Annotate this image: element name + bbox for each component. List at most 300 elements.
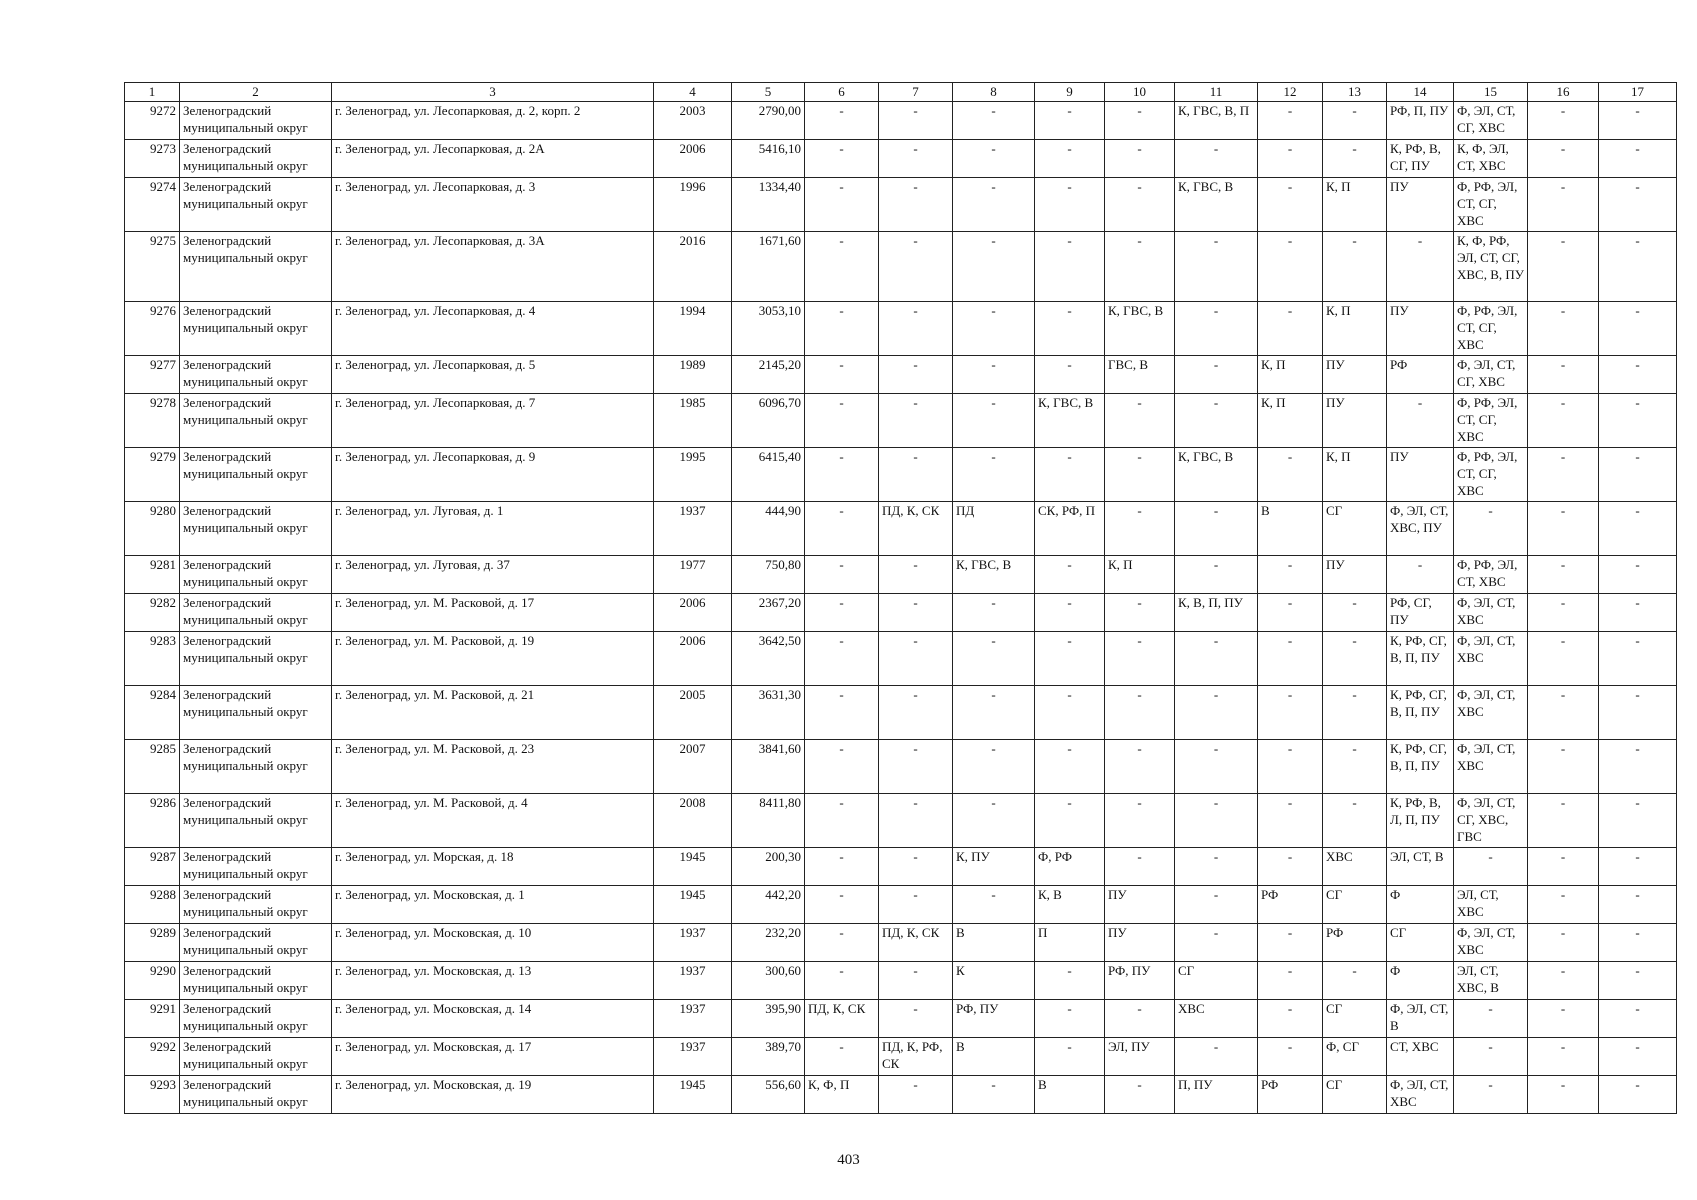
cell-col-17: - (1599, 502, 1677, 556)
cell-col-14: К, РФ, В, СГ, ПУ (1387, 140, 1454, 178)
cell-col-12: - (1258, 962, 1323, 1000)
cell-col-2: Зеленоградский муниципальный округ (180, 686, 332, 740)
cell-col-3: г. Зеленоград, ул. Лесопарковая, д. 3 (332, 178, 654, 232)
cell-col-3: г. Зеленоград, ул. М. Расковой, д. 19 (332, 632, 654, 686)
cell-col-14: К, РФ, В, Л, П, ПУ (1387, 794, 1454, 848)
cell-col-8: РФ, ПУ (953, 1000, 1035, 1038)
cell-col-9: - (1035, 356, 1105, 394)
cell-col-4: 1945 (654, 848, 732, 886)
cell-col-15: Ф, ЭЛ, СТ, ХВС (1454, 594, 1528, 632)
cell-col-8: - (953, 356, 1035, 394)
cell-col-2: Зеленоградский муниципальный округ (180, 232, 332, 302)
cell-col-7: - (879, 794, 953, 848)
table-row (125, 594, 1677, 632)
table-row (125, 632, 1677, 686)
cell-col-7: - (879, 686, 953, 740)
cell-col-8: - (953, 394, 1035, 448)
cell-col-17: - (1599, 448, 1677, 502)
cell-col-1: 9285 (125, 740, 180, 794)
cell-col-11: - (1175, 502, 1258, 556)
cell-col-3: г. Зеленоград, ул. Московская, д. 17 (332, 1038, 654, 1076)
cell-col-3: г. Зеленоград, ул. Московская, д. 10 (332, 924, 654, 962)
column-header-12: 12 (1258, 83, 1323, 102)
column-header-13: 13 (1323, 83, 1387, 102)
cell-col-7: - (879, 1000, 953, 1038)
cell-col-8: - (953, 448, 1035, 502)
cell-col-2: Зеленоградский муниципальный округ (180, 848, 332, 886)
cell-col-10: РФ, ПУ (1105, 962, 1175, 1000)
cell-col-2: Зеленоградский муниципальный округ (180, 140, 332, 178)
cell-col-1: 9282 (125, 594, 180, 632)
cell-col-10: - (1105, 1076, 1175, 1114)
cell-col-4: 1945 (654, 886, 732, 924)
cell-col-2: Зеленоградский муниципальный округ (180, 178, 332, 232)
cell-col-15: Ф, ЭЛ, СТ, СГ, ХВС (1454, 356, 1528, 394)
cell-col-3: г. Зеленоград, ул. Лесопарковая, д. 9 (332, 448, 654, 502)
cell-col-6: - (805, 686, 879, 740)
table-row (125, 886, 1677, 924)
cell-col-11: К, ГВС, В, П (1175, 102, 1258, 140)
cell-col-15: Ф, ЭЛ, СТ, СГ, ХВС (1454, 102, 1528, 140)
cell-col-13: СГ (1323, 502, 1387, 556)
cell-col-4: 1995 (654, 448, 732, 502)
cell-col-7: - (879, 594, 953, 632)
cell-col-3: г. Зеленоград, ул. Московская, д. 1 (332, 886, 654, 924)
cell-col-5: 300,60 (732, 962, 805, 1000)
cell-col-9: - (1035, 178, 1105, 232)
cell-col-4: 1937 (654, 1000, 732, 1038)
cell-col-9: П (1035, 924, 1105, 962)
cell-col-4: 2003 (654, 102, 732, 140)
cell-col-10: - (1105, 448, 1175, 502)
cell-col-5: 2790,00 (732, 102, 805, 140)
cell-col-15: ЭЛ, СТ, ХВС, В (1454, 962, 1528, 1000)
cell-col-13: - (1323, 140, 1387, 178)
cell-col-3: г. Зеленоград, ул. М. Расковой, д. 4 (332, 794, 654, 848)
cell-col-13: Ф, СГ (1323, 1038, 1387, 1076)
column-header-4: 4 (654, 83, 732, 102)
cell-col-8: К, ГВС, В (953, 556, 1035, 594)
cell-col-4: 1937 (654, 924, 732, 962)
cell-col-2: Зеленоградский муниципальный округ (180, 502, 332, 556)
cell-col-13: ПУ (1323, 556, 1387, 594)
cell-col-17: - (1599, 1000, 1677, 1038)
cell-col-11: - (1175, 632, 1258, 686)
table-row (125, 794, 1677, 848)
cell-col-7: - (879, 886, 953, 924)
cell-col-1: 9287 (125, 848, 180, 886)
cell-col-11: - (1175, 556, 1258, 594)
cell-col-11: - (1175, 302, 1258, 356)
cell-col-14: СТ, ХВС (1387, 1038, 1454, 1076)
cell-col-3: г. Зеленоград, ул. М. Расковой, д. 21 (332, 686, 654, 740)
cell-col-3: г. Зеленоград, ул. М. Расковой, д. 17 (332, 594, 654, 632)
cell-col-12: - (1258, 556, 1323, 594)
cell-col-2: Зеленоградский муниципальный округ (180, 886, 332, 924)
cell-col-9: - (1035, 556, 1105, 594)
cell-col-15: Ф, ЭЛ, СТ, ХВС (1454, 924, 1528, 962)
cell-col-1: 9279 (125, 448, 180, 502)
cell-col-6: - (805, 394, 879, 448)
cell-col-12: - (1258, 302, 1323, 356)
cell-col-6: - (805, 848, 879, 886)
cell-col-14: - (1387, 394, 1454, 448)
cell-col-13: К, П (1323, 178, 1387, 232)
cell-col-13: - (1323, 232, 1387, 302)
cell-col-4: 1937 (654, 1038, 732, 1076)
column-header-11: 11 (1175, 83, 1258, 102)
cell-col-15: - (1454, 1000, 1528, 1038)
column-header-3: 3 (332, 83, 654, 102)
cell-col-10: - (1105, 502, 1175, 556)
cell-col-12: - (1258, 178, 1323, 232)
cell-col-13: СГ (1323, 886, 1387, 924)
cell-col-16: - (1528, 686, 1599, 740)
cell-col-8: К (953, 962, 1035, 1000)
cell-col-7: ПД, К, СК (879, 502, 953, 556)
cell-col-1: 9290 (125, 962, 180, 1000)
column-header-2: 2 (180, 83, 332, 102)
cell-col-5: 6096,70 (732, 394, 805, 448)
cell-col-9: - (1035, 232, 1105, 302)
cell-col-10: К, П (1105, 556, 1175, 594)
cell-col-9: Ф, РФ (1035, 848, 1105, 886)
cell-col-16: - (1528, 594, 1599, 632)
cell-col-3: г. Зеленоград, ул. Лесопарковая, д. 4 (332, 302, 654, 356)
cell-col-5: 444,90 (732, 502, 805, 556)
cell-col-4: 1937 (654, 502, 732, 556)
cell-col-7: - (879, 848, 953, 886)
column-header-14: 14 (1387, 83, 1454, 102)
cell-col-11: - (1175, 886, 1258, 924)
cell-col-15: Ф, РФ, ЭЛ, СТ, СГ, ХВС (1454, 178, 1528, 232)
cell-col-2: Зеленоградский муниципальный округ (180, 356, 332, 394)
cell-col-11: - (1175, 356, 1258, 394)
cell-col-17: - (1599, 962, 1677, 1000)
cell-col-10: - (1105, 632, 1175, 686)
table-row (125, 140, 1677, 178)
column-header-7: 7 (879, 83, 953, 102)
cell-col-3: г. Зеленоград, ул. Лесопарковая, д. 5 (332, 356, 654, 394)
cell-col-17: - (1599, 302, 1677, 356)
cell-col-11: - (1175, 140, 1258, 178)
cell-col-9: - (1035, 632, 1105, 686)
cell-col-1: 9292 (125, 1038, 180, 1076)
cell-col-1: 9283 (125, 632, 180, 686)
cell-col-16: - (1528, 924, 1599, 962)
cell-col-8: - (953, 686, 1035, 740)
cell-col-5: 750,80 (732, 556, 805, 594)
cell-col-17: - (1599, 594, 1677, 632)
table-row (125, 502, 1677, 556)
cell-col-11: К, В, П, ПУ (1175, 594, 1258, 632)
cell-col-14: ПУ (1387, 178, 1454, 232)
cell-col-14: - (1387, 232, 1454, 302)
cell-col-10: - (1105, 394, 1175, 448)
cell-col-17: - (1599, 394, 1677, 448)
cell-col-1: 9289 (125, 924, 180, 962)
cell-col-11: К, ГВС, В (1175, 448, 1258, 502)
table-row (125, 232, 1677, 302)
cell-col-15: - (1454, 1076, 1528, 1114)
cell-col-15: ЭЛ, СТ, ХВС (1454, 886, 1528, 924)
cell-col-4: 2016 (654, 232, 732, 302)
cell-col-4: 2006 (654, 140, 732, 178)
cell-col-14: К, РФ, СГ, В, П, ПУ (1387, 686, 1454, 740)
table-row (125, 178, 1677, 232)
cell-col-14: РФ, П, ПУ (1387, 102, 1454, 140)
cell-col-8: - (953, 140, 1035, 178)
cell-col-17: - (1599, 1038, 1677, 1076)
cell-col-11: - (1175, 794, 1258, 848)
table-row (125, 1000, 1677, 1038)
cell-col-14: Ф (1387, 886, 1454, 924)
cell-col-5: 442,20 (732, 886, 805, 924)
cell-col-15: Ф, ЭЛ, СТ, ХВС (1454, 740, 1528, 794)
cell-col-5: 1671,60 (732, 232, 805, 302)
cell-col-1: 9276 (125, 302, 180, 356)
cell-col-8: - (953, 232, 1035, 302)
cell-col-10: - (1105, 594, 1175, 632)
cell-col-11: - (1175, 394, 1258, 448)
table-row (125, 962, 1677, 1000)
cell-col-1: 9284 (125, 686, 180, 740)
cell-col-14: К, РФ, СГ, В, П, ПУ (1387, 740, 1454, 794)
cell-col-3: г. Зеленоград, ул. Луговая, д. 1 (332, 502, 654, 556)
cell-col-10: - (1105, 232, 1175, 302)
cell-col-16: - (1528, 140, 1599, 178)
cell-col-7: - (879, 356, 953, 394)
cell-col-10: - (1105, 1000, 1175, 1038)
cell-col-10: - (1105, 140, 1175, 178)
cell-col-8: В (953, 1038, 1035, 1076)
cell-col-10: - (1105, 740, 1175, 794)
cell-col-10: - (1105, 848, 1175, 886)
cell-col-1: 9291 (125, 1000, 180, 1038)
cell-col-13: - (1323, 686, 1387, 740)
cell-col-17: - (1599, 102, 1677, 140)
table-body (125, 102, 1677, 1114)
cell-col-1: 9288 (125, 886, 180, 924)
table-row (125, 924, 1677, 962)
column-header-10: 10 (1105, 83, 1175, 102)
cell-col-14: ПУ (1387, 448, 1454, 502)
cell-col-5: 3631,30 (732, 686, 805, 740)
cell-col-14: - (1387, 556, 1454, 594)
cell-col-10: - (1105, 686, 1175, 740)
cell-col-8: - (953, 102, 1035, 140)
cell-col-12: - (1258, 594, 1323, 632)
cell-col-12: - (1258, 848, 1323, 886)
cell-col-3: г. Зеленоград, ул. Лесопарковая, д. 2, корп. 2 (332, 102, 654, 140)
cell-col-12: - (1258, 1000, 1323, 1038)
page-number: 403 (837, 1152, 860, 1168)
cell-col-3: г. Зеленоград, ул. Лесопарковая, д. 7 (332, 394, 654, 448)
cell-col-12: - (1258, 686, 1323, 740)
cell-col-13: - (1323, 594, 1387, 632)
cell-col-12: К, П (1258, 394, 1323, 448)
cell-col-3: г. Зеленоград, ул. Лесопарковая, д. 3А (332, 232, 654, 302)
cell-col-12: К, П (1258, 356, 1323, 394)
cell-col-9: - (1035, 1038, 1105, 1076)
cell-col-3: г. Зеленоград, ул. Московская, д. 13 (332, 962, 654, 1000)
cell-col-13: - (1323, 740, 1387, 794)
cell-col-8: - (953, 632, 1035, 686)
cell-col-17: - (1599, 794, 1677, 848)
cell-col-12: - (1258, 794, 1323, 848)
cell-col-5: 389,70 (732, 1038, 805, 1076)
cell-col-2: Зеленоградский муниципальный округ (180, 594, 332, 632)
cell-col-16: - (1528, 740, 1599, 794)
cell-col-16: - (1528, 632, 1599, 686)
cell-col-4: 1996 (654, 178, 732, 232)
cell-col-1: 9293 (125, 1076, 180, 1114)
cell-col-5: 395,90 (732, 1000, 805, 1038)
cell-col-9: - (1035, 102, 1105, 140)
cell-col-6: - (805, 594, 879, 632)
table-row (125, 102, 1677, 140)
cell-col-5: 3642,50 (732, 632, 805, 686)
cell-col-6: К, Ф, П (805, 1076, 879, 1114)
cell-col-4: 1937 (654, 962, 732, 1000)
cell-col-6: - (805, 102, 879, 140)
cell-col-17: - (1599, 140, 1677, 178)
cell-col-9: - (1035, 686, 1105, 740)
column-header-16: 16 (1528, 83, 1599, 102)
cell-col-10: ПУ (1105, 924, 1175, 962)
building-registry-table (124, 82, 1677, 1114)
cell-col-12: - (1258, 448, 1323, 502)
cell-col-1: 9280 (125, 502, 180, 556)
cell-col-17: - (1599, 848, 1677, 886)
cell-col-9: - (1035, 1000, 1105, 1038)
cell-col-16: - (1528, 1000, 1599, 1038)
cell-col-2: Зеленоградский муниципальный округ (180, 1000, 332, 1038)
cell-col-4: 2007 (654, 740, 732, 794)
cell-col-14: Ф (1387, 962, 1454, 1000)
cell-col-17: - (1599, 924, 1677, 962)
column-header-9: 9 (1035, 83, 1105, 102)
cell-col-11: СГ (1175, 962, 1258, 1000)
cell-col-4: 1945 (654, 1076, 732, 1114)
cell-col-15: Ф, РФ, ЭЛ, СТ, СГ, ХВС (1454, 448, 1528, 502)
cell-col-13: ХВС (1323, 848, 1387, 886)
cell-col-14: Ф, ЭЛ, СТ, В (1387, 1000, 1454, 1038)
cell-col-4: 2008 (654, 794, 732, 848)
cell-col-12: РФ (1258, 1076, 1323, 1114)
cell-col-6: - (805, 556, 879, 594)
cell-col-17: - (1599, 686, 1677, 740)
cell-col-16: - (1528, 962, 1599, 1000)
cell-col-16: - (1528, 448, 1599, 502)
cell-col-3: г. Зеленоград, ул. Лесопарковая, д. 2А (332, 140, 654, 178)
cell-col-11: - (1175, 848, 1258, 886)
cell-col-16: - (1528, 886, 1599, 924)
cell-col-8: - (953, 886, 1035, 924)
cell-col-6: - (805, 1038, 879, 1076)
cell-col-7: - (879, 448, 953, 502)
cell-col-15: Ф, РФ, ЭЛ, СТ, СГ, ХВС (1454, 302, 1528, 356)
cell-col-11: - (1175, 1038, 1258, 1076)
cell-col-15: - (1454, 848, 1528, 886)
cell-col-8: - (953, 594, 1035, 632)
cell-col-6: - (805, 448, 879, 502)
cell-col-6: ПД, К, СК (805, 1000, 879, 1038)
cell-col-13: ПУ (1323, 356, 1387, 394)
cell-col-7: ПД, К, СК (879, 924, 953, 962)
column-header-17: 17 (1599, 83, 1677, 102)
column-header-15: 15 (1454, 83, 1528, 102)
cell-col-6: - (805, 924, 879, 962)
cell-col-15: Ф, ЭЛ, СТ, ХВС (1454, 686, 1528, 740)
cell-col-17: - (1599, 886, 1677, 924)
cell-col-7: - (879, 962, 953, 1000)
cell-col-8: - (953, 302, 1035, 356)
table-row (125, 1076, 1677, 1114)
cell-col-12: В (1258, 502, 1323, 556)
header-row (125, 83, 1677, 102)
cell-col-16: - (1528, 178, 1599, 232)
cell-col-7: - (879, 140, 953, 178)
cell-col-6: - (805, 962, 879, 1000)
cell-col-2: Зеленоградский муниципальный округ (180, 302, 332, 356)
cell-col-10: ЭЛ, ПУ (1105, 1038, 1175, 1076)
table-row (125, 356, 1677, 394)
cell-col-11: - (1175, 686, 1258, 740)
cell-col-16: - (1528, 102, 1599, 140)
cell-col-15: - (1454, 502, 1528, 556)
cell-col-2: Зеленоградский муниципальный округ (180, 556, 332, 594)
cell-col-1: 9278 (125, 394, 180, 448)
cell-col-3: г. Зеленоград, ул. Луговая, д. 37 (332, 556, 654, 594)
cell-col-17: - (1599, 556, 1677, 594)
cell-col-8: - (953, 1076, 1035, 1114)
cell-col-17: - (1599, 178, 1677, 232)
cell-col-14: РФ, СГ, ПУ (1387, 594, 1454, 632)
table-row (125, 848, 1677, 886)
cell-col-4: 1985 (654, 394, 732, 448)
cell-col-14: Ф, ЭЛ, СТ, ХВС (1387, 1076, 1454, 1114)
cell-col-11: - (1175, 740, 1258, 794)
cell-col-1: 9277 (125, 356, 180, 394)
cell-col-5: 6415,40 (732, 448, 805, 502)
cell-col-6: - (805, 794, 879, 848)
cell-col-3: г. Зеленоград, ул. Московская, д. 19 (332, 1076, 654, 1114)
table-row (125, 740, 1677, 794)
table-row (125, 686, 1677, 740)
cell-col-4: 1989 (654, 356, 732, 394)
cell-col-6: - (805, 886, 879, 924)
column-header-6: 6 (805, 83, 879, 102)
cell-col-12: - (1258, 632, 1323, 686)
cell-col-10: - (1105, 794, 1175, 848)
table-row (125, 556, 1677, 594)
cell-col-7: - (879, 232, 953, 302)
cell-col-11: К, ГВС, В (1175, 178, 1258, 232)
cell-col-12: - (1258, 1038, 1323, 1076)
cell-col-16: - (1528, 794, 1599, 848)
cell-col-12: - (1258, 232, 1323, 302)
cell-col-9: - (1035, 962, 1105, 1000)
cell-col-12: - (1258, 102, 1323, 140)
cell-col-2: Зеленоградский муниципальный округ (180, 448, 332, 502)
cell-col-17: - (1599, 356, 1677, 394)
cell-col-16: - (1528, 356, 1599, 394)
cell-col-14: Ф, ЭЛ, СТ, ХВС, ПУ (1387, 502, 1454, 556)
cell-col-15: Ф, РФ, ЭЛ, СТ, СГ, ХВС (1454, 394, 1528, 448)
cell-col-2: Зеленоградский муниципальный округ (180, 394, 332, 448)
cell-col-7: ПД, К, РФ, СК (879, 1038, 953, 1076)
